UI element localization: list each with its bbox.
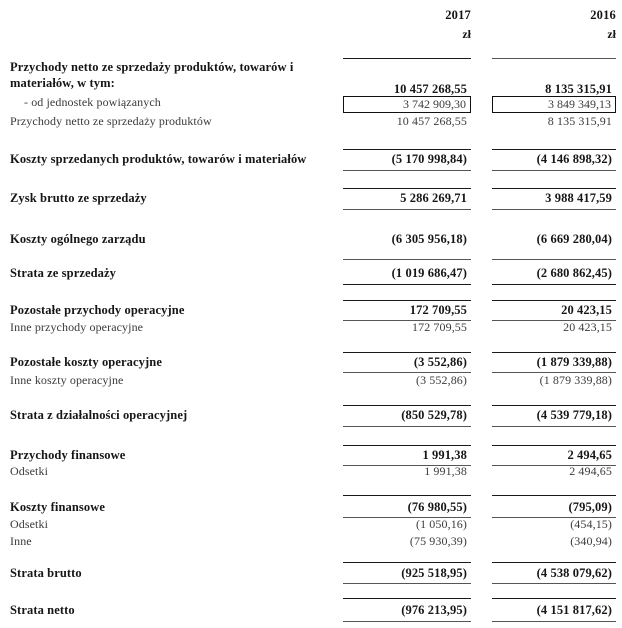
rule-top-b-other-op-costs: [492, 352, 616, 353]
row-label-zysk-brutto-ze-sprzedazy: Zysk brutto ze sprzedaży: [10, 191, 147, 205]
row-value-2017-przychody-netto-sprzedaz: 10 457 268,55: [393, 82, 467, 96]
column-header-currency-2016: zł: [607, 27, 616, 41]
row-value-2016-inne-przychody-operacyjne: 20 423,15: [563, 320, 612, 334]
row-label-przychody-netto-produktow: Przychody netto ze sprzedaży produktów: [10, 114, 212, 128]
row-value-2016-strata-ze-sprzedazy: (2 680 862,45): [536, 266, 612, 280]
row-label-strata-netto: Strata netto: [10, 603, 75, 617]
rule-top-a-financial-income: [343, 445, 471, 446]
rule-top-a-gross-profit: [343, 188, 471, 189]
rule-bottom-a-gross-loss: [343, 583, 471, 584]
rule-top-a-other-op-income: [343, 300, 471, 301]
rule-bottom-b-operating-loss: [492, 426, 616, 427]
rule-bottom-a-net-loss: [343, 621, 471, 622]
row-label-przychody-finansowe-odsetki: Odsetki: [10, 464, 49, 478]
column-header-currency-2017: zł: [462, 27, 471, 41]
row-value-2017-pozostale-koszty-operacyjne: (3 552,86): [413, 355, 467, 369]
row-value-2017-koszty-finansowe-odsetki: (1 050,16): [416, 517, 467, 531]
column-header-year-2017: 2017: [445, 8, 471, 22]
row-label-pozostale-koszty-operacyjne: Pozostałe koszty operacyjne: [10, 355, 162, 369]
row-label-koszty-ogolnego-zarzadu: Koszty ogólnego zarządu: [10, 232, 146, 246]
rule-bottom-b-gross-loss: [492, 583, 616, 584]
row-label-koszty-sprzedanych-produktow: Koszty sprzedanych produktów, towarów i materiałów: [10, 152, 307, 166]
rule-bottom-b-admin-costs: [492, 259, 616, 260]
row-value-2016-koszty-ogolnego-zarzadu: (6 669 280,04): [536, 232, 612, 246]
rule-bottom-b-gross-profit: [492, 209, 616, 210]
row-value-2017-inne-przychody-operacyjne: 172 709,55: [412, 320, 467, 334]
row-value-2016-przychody-finansowe-odsetki: 2 494,65: [569, 464, 612, 478]
row-label-koszty-finansowe: Koszty finansowe: [10, 500, 106, 514]
rule-top-a-operating-loss: [343, 405, 471, 406]
row-label-koszty-finansowe-odsetki: Odsetki: [10, 517, 49, 531]
row-label-przychody-netto-sprzedaz-line2: materiałów, w tym:: [10, 76, 115, 90]
rule-bottom-b-net-loss: [492, 621, 616, 622]
row-label-strata-z-dzialalnosci-operacyjnej: Strata z działalności operacyjnej: [10, 408, 188, 422]
row-value-2016-pozostale-koszty-operacyjne: (1 879 339,88): [536, 355, 612, 369]
rule-top-b-operating-loss: [492, 405, 616, 406]
rule-top-a-financial-costs: [343, 495, 471, 496]
rule-bottom-a-cogs: [343, 170, 471, 171]
row-value-2016-koszty-sprzedanych-produktow: (4 146 898,32): [536, 152, 612, 166]
row-value-2016-inne-koszty-operacyjne: (1 879 339,88): [539, 373, 612, 387]
rule-bottom-b-strata-ze-sprzedazy: [492, 284, 616, 285]
row-value-2017-przychody-netto-produktow: 10 457 268,55: [396, 114, 467, 128]
row-value-2016-koszty-finansowe-odsetki: (454,15): [570, 517, 612, 531]
rule-bottom-a-strata-ze-sprzedazy: [343, 284, 471, 285]
row-value-2017-strata-z-dzialalnosci-operacyjnej: (850 529,78): [401, 408, 467, 422]
rule-top-b-financial-income: [492, 445, 616, 446]
row-label-koszty-finansowe-inne: Inne: [10, 534, 32, 548]
row-label-strata-ze-sprzedazy: Strata ze sprzedaży: [10, 266, 117, 280]
rule-top-a-cogs: [343, 149, 471, 150]
row-label-inne-przychody-operacyjne: Inne przychody operacyjne: [10, 320, 144, 334]
row-value-2016-strata-netto: (4 151 817,62): [536, 603, 612, 617]
row-value-2017-inne-koszty-operacyjne: (3 552,86): [416, 373, 467, 387]
row-value-2017-od-jednostek-powiazanych: 3 742 909,30: [343, 96, 471, 113]
row-value-2017-przychody-finansowe: 1 991,38: [422, 448, 467, 462]
rule-top-b-cogs: [492, 149, 616, 150]
rule-top-b-gross-profit: [492, 188, 616, 189]
rule-bottom-a-operating-loss: [343, 426, 471, 427]
rule-top-b-financial-costs: [492, 495, 616, 496]
row-label-od-jednostek-powiazanych: - od jednostek powiązanych: [24, 95, 161, 109]
row-value-2017-koszty-sprzedanych-produktow: (5 170 998,84): [391, 152, 467, 166]
row-value-2016-od-jednostek-powiazanych: 3 849 349,13: [492, 96, 616, 113]
row-value-2017-koszty-finansowe: (76 980,55): [407, 500, 467, 514]
rule-bottom-b-cogs: [492, 170, 616, 171]
row-value-2016-strata-z-dzialalnosci-operacyjnej: (4 539 779,18): [536, 408, 612, 422]
row-value-2017-strata-brutto: (925 518,95): [401, 566, 467, 580]
rule-top-a-revenue: [343, 58, 471, 59]
row-value-2016-koszty-finansowe: (795,09): [568, 500, 612, 514]
row-value-2017-koszty-ogolnego-zarzadu: (6 305 956,18): [391, 232, 467, 246]
row-value-2017-zysk-brutto-ze-sprzedazy: 5 286 269,71: [400, 191, 467, 205]
rule-top-b-revenue: [492, 58, 616, 59]
row-value-2016-strata-brutto: (4 538 079,62): [536, 566, 612, 580]
rule-top-b-net-loss: [492, 598, 616, 599]
rule-top-a-gross-loss: [343, 562, 471, 563]
rule-top-b-gross-loss: [492, 562, 616, 563]
row-value-2017-strata-netto: (976 213,95): [401, 603, 467, 617]
row-label-inne-koszty-operacyjne: Inne koszty operacyjne: [10, 373, 124, 387]
row-label-przychody-netto-sprzedaz-line1: Przychody netto ze sprzedaży produktów, towarów i: [10, 60, 294, 74]
row-value-2016-przychody-netto-sprzedaz: 8 135 315,91: [545, 82, 612, 96]
row-value-2016-przychody-finansowe: 2 494,65: [567, 448, 612, 462]
row-value-2016-pozostale-przychody-operacyjne: 20 423,15: [561, 303, 612, 317]
row-label-strata-brutto: Strata brutto: [10, 566, 82, 580]
rule-top-b-other-op-income: [492, 300, 616, 301]
rule-top-a-other-op-costs: [343, 352, 471, 353]
row-value-2017-pozostale-przychody-operacyjne: 172 709,55: [409, 303, 467, 317]
row-label-pozostale-przychody-operacyjne: Pozostałe przychody operacyjne: [10, 303, 185, 317]
rule-bottom-a-gross-profit: [343, 209, 471, 210]
row-value-2016-przychody-netto-produktow: 8 135 315,91: [547, 114, 612, 128]
rule-bottom-a-admin-costs: [343, 259, 471, 260]
row-value-2017-strata-ze-sprzedazy: (1 019 686,47): [391, 266, 467, 280]
row-value-2017-przychody-finansowe-odsetki: 1 991,38: [424, 464, 467, 478]
row-value-2016-koszty-finansowe-inne: (340,94): [570, 534, 612, 548]
row-label-przychody-finansowe: Przychody finansowe: [10, 448, 126, 462]
rule-top-a-net-loss: [343, 598, 471, 599]
column-header-year-2016: 2016: [590, 8, 616, 22]
row-value-2016-zysk-brutto-ze-sprzedazy: 3 988 417,59: [545, 191, 612, 205]
row-value-2017-koszty-finansowe-inne: (75 930,39): [409, 534, 467, 548]
